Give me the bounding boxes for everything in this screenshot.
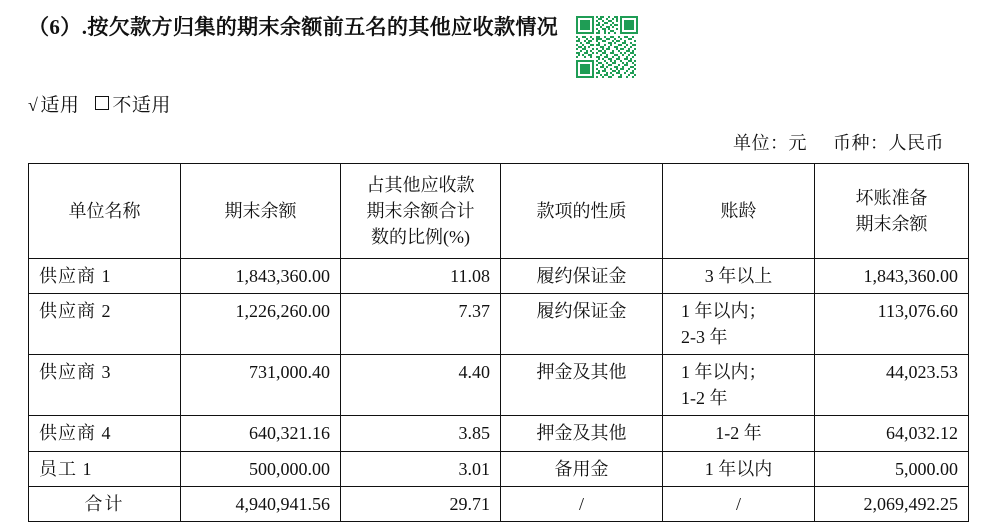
cell-total-label: 合计 xyxy=(29,486,181,521)
checkmark-icon: √ xyxy=(28,95,39,115)
title-row xyxy=(28,14,962,78)
column-header-ratio: 占其他应收款 期末余额合计 数的比例(%) xyxy=(341,164,501,259)
cell-bad-debt: 64,032.12 xyxy=(815,416,969,451)
cell-ratio: 3.85 xyxy=(341,416,501,451)
cell-aging: 1 年以内； 2-3 年 xyxy=(663,294,815,355)
column-header-ending-balance: 期末余额 xyxy=(181,164,341,259)
column-header-bad-debt: 坏账准备 期末余额 xyxy=(815,164,969,259)
table-total-row xyxy=(29,486,969,521)
cell-ending-balance: 1,843,360.00 xyxy=(181,259,341,294)
cell-unit-name: 供应商 1 xyxy=(29,259,181,294)
table-header-row xyxy=(29,164,969,259)
column-header-unit-name: 单位名称 xyxy=(29,164,181,259)
cell-bad-debt: 5,000.00 xyxy=(815,451,969,486)
cell-ratio: 4.40 xyxy=(341,355,501,416)
qr-code-icon xyxy=(576,16,638,78)
page-title: （6）.按欠款方归集的期末余额前五名的其他应收款情况 xyxy=(28,15,559,39)
cell-aging: 1 年以内 xyxy=(663,451,815,486)
cell-bad-debt: 1,843,360.00 xyxy=(815,259,969,294)
cell-ending-balance: 500,000.00 xyxy=(181,451,341,486)
applicability-row xyxy=(28,90,962,117)
cell-nature: 备用金 xyxy=(501,451,663,486)
cell-unit-name: 员工 1 xyxy=(29,451,181,486)
cell-unit-name: 供应商 4 xyxy=(29,416,181,451)
cell-aging: 1-2 年 xyxy=(663,416,815,451)
column-header-nature: 款项的性质 xyxy=(501,164,663,259)
cell-total-nature: / xyxy=(501,486,663,521)
cell-ending-balance: 1,226,260.00 xyxy=(181,294,341,355)
column-header-aging: 账龄 xyxy=(663,164,815,259)
cell-total-aging: / xyxy=(663,486,815,521)
cell-ending-balance: 640,321.16 xyxy=(181,416,341,451)
other-receivables-table xyxy=(28,163,969,522)
cell-nature: 履约保证金 xyxy=(501,294,663,355)
cell-bad-debt: 44,023.53 xyxy=(815,355,969,416)
unit-label: 单位：元 xyxy=(733,133,807,153)
table-row xyxy=(29,355,969,416)
currency-label: 币种：人民币 xyxy=(833,133,944,153)
cell-nature: 履约保证金 xyxy=(501,259,663,294)
table-row xyxy=(29,294,969,355)
cell-nature: 押金及其他 xyxy=(501,416,663,451)
cell-bad-debt: 113,076.60 xyxy=(815,294,969,355)
table-row xyxy=(29,451,969,486)
cell-aging: 3 年以上 xyxy=(663,259,815,294)
cell-ratio: 3.01 xyxy=(341,451,501,486)
table-row xyxy=(29,259,969,294)
cell-total-balance: 4,940,941.56 xyxy=(181,486,341,521)
cell-aging: 1 年以内； 1-2 年 xyxy=(663,355,815,416)
not-applicable-label: 不适用 xyxy=(112,95,171,116)
cell-ratio: 7.37 xyxy=(341,294,501,355)
cell-ending-balance: 731,000.40 xyxy=(181,355,341,416)
cell-ratio: 11.08 xyxy=(341,259,501,294)
cell-total-ratio: 29.71 xyxy=(341,486,501,521)
cell-nature: 押金及其他 xyxy=(501,355,663,416)
empty-checkbox-icon xyxy=(95,96,109,110)
cell-total-bad-debt: 2,069,492.25 xyxy=(815,486,969,521)
cell-unit-name: 供应商 3 xyxy=(29,355,181,416)
unit-currency-row xyxy=(28,129,962,155)
cell-unit-name: 供应商 2 xyxy=(29,294,181,355)
applicable-label: 适用 xyxy=(40,95,80,116)
table-row xyxy=(29,416,969,451)
